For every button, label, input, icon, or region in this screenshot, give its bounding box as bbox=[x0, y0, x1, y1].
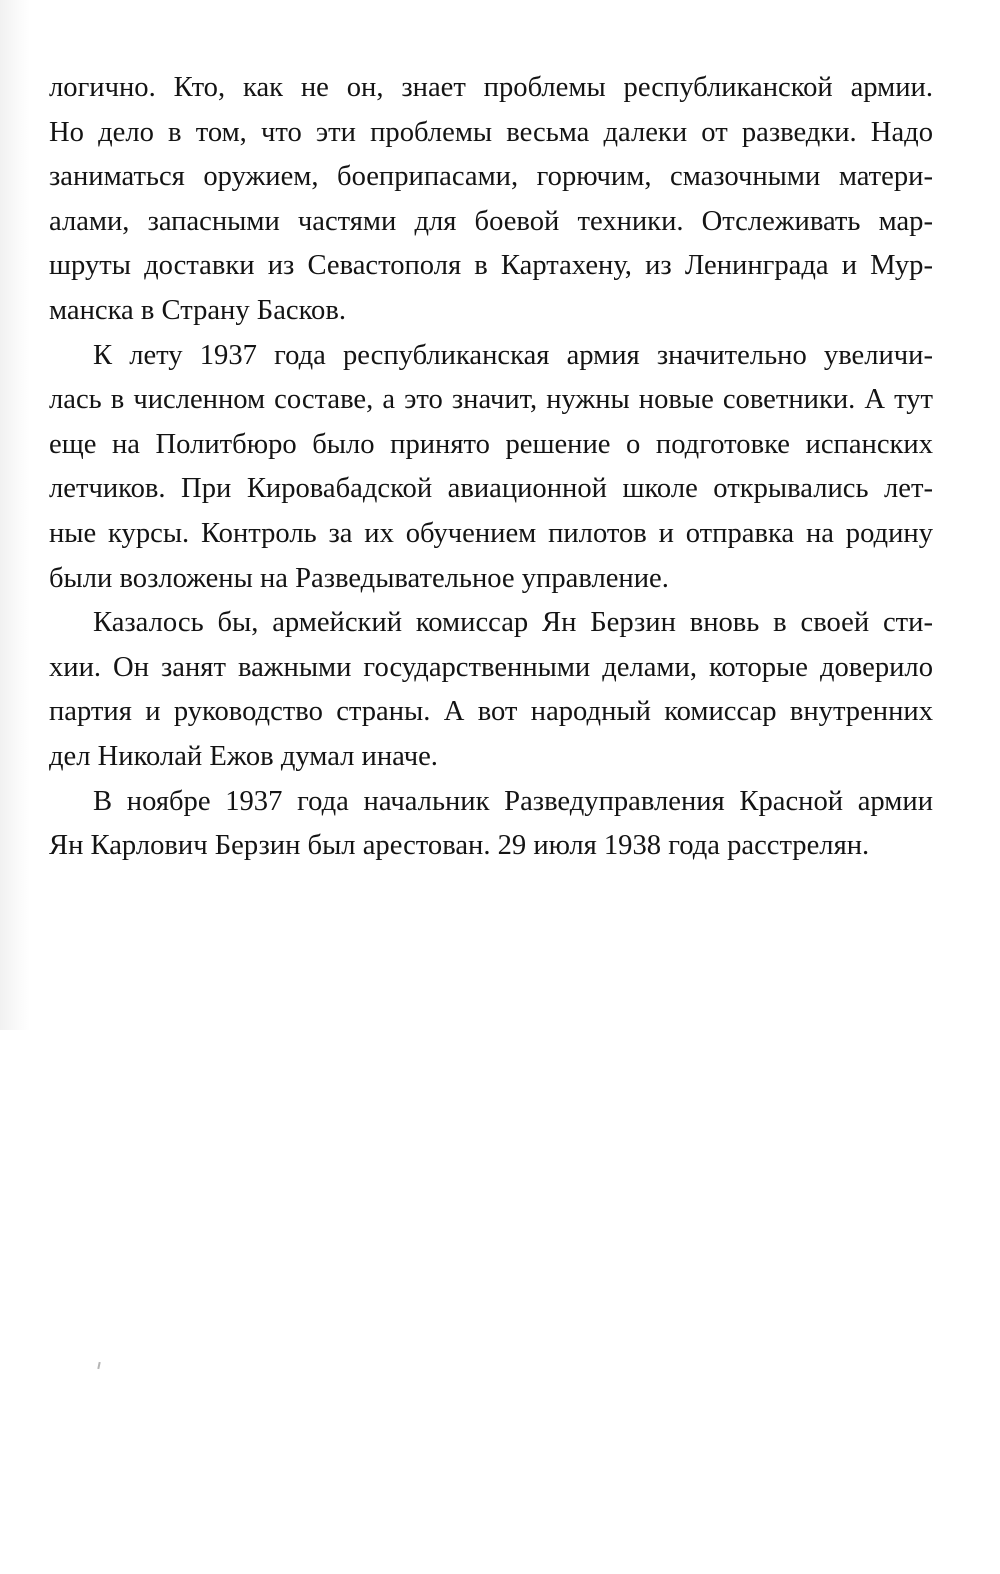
text-line: логично. Кто, как не он, знает проблемы республиканской армии. bbox=[49, 72, 933, 103]
text-line: ные курсы. Контроль за их обучением пилотов и отправка на родину bbox=[49, 517, 933, 549]
scan-shadow-edge bbox=[0, 0, 30, 1030]
text-line: Казалось бы, армейский комиссар Ян Берзин вновь в своей сти- bbox=[93, 607, 933, 639]
body-text bbox=[49, 66, 933, 869]
text-line: заниматься оружием, боеприпасами, горючим, смазочными матери- bbox=[49, 161, 933, 193]
text-line: еще на Политбюро было принято решение о подготовке испанских bbox=[49, 428, 933, 460]
scan-speck bbox=[97, 1362, 100, 1369]
text-line: были возложены на Разведывательное управление. bbox=[49, 562, 669, 594]
text-line: дел Николай Ежов думал иначе. bbox=[49, 740, 438, 772]
text-line: Ян Карлович Берзин был арестован. 29 июля 1938 года расстрелян. bbox=[49, 830, 870, 862]
paragraph-3 bbox=[49, 601, 933, 779]
text-line: партия и руководство страны. А вот народный комиссар внутренних bbox=[49, 696, 933, 728]
text-line: хии. Он занят важными государственными делами, которые доверило bbox=[49, 651, 933, 683]
paragraph-4 bbox=[49, 780, 933, 869]
text-line: лась в численном составе, а это значит, нужны новые советники. А тут bbox=[49, 384, 933, 416]
text-line: летчиков. При Кировабадской авиационной школе открывались лет- bbox=[49, 473, 933, 505]
text-line: шруты доставки из Севастополя в Картахену, из Ленинграда и Мур- bbox=[49, 250, 933, 282]
text-line: Но дело в том, что эти проблемы весьма далеки от разведки. Надо bbox=[49, 116, 933, 148]
paragraph-1 bbox=[49, 66, 933, 334]
text-line: алами, запасными частями для боевой техники. Отслеживать мар- bbox=[49, 205, 933, 237]
text-line: В ноябре 1937 года начальник Разведуправления Красной армии bbox=[93, 785, 933, 817]
text-line: К лету 1937 года республиканская армия значительно увеличи- bbox=[93, 339, 933, 371]
text-line: манска в Страну Басков. bbox=[49, 294, 346, 326]
paragraph-2 bbox=[49, 334, 933, 602]
